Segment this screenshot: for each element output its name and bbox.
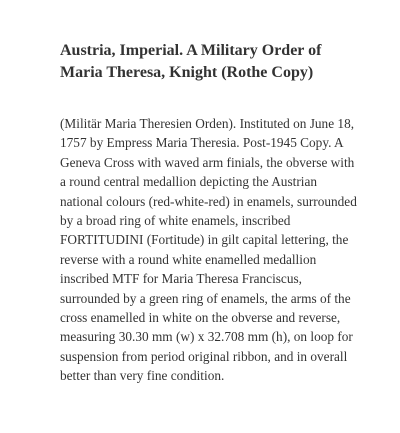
lot-title: Austria, Imperial. A Military Order of Maria Theresa, Knight (Rothe Copy) [60, 42, 322, 81]
lot-description: (Militär Maria Theresien Orden). Instituted on June 18, 1757 by Empress Maria Theresia. Post-1945 Copy. A Geneva Cross with waved arm finials, the obverse with a round central medallion depicting the Austrian national colours (red-white-red) in enamels, surrounded by a broad ring of white enamels, inscribed FORTITUDINI (Fortitude) in gilt capital lettering, the reverse with a round white enamelled medallion inscribed MTF for Maria Theresa Franciscus, surrounded by a green ring of enamels, the arms of the cross enamelled in white on the obverse and reverse, measuring 30.30 mm (w) x 32.708 mm (h), on loop for suspension from period original ribbon, and in overall better than very fine condition. [60, 116, 357, 384]
lot-details [60, 40, 360, 386]
